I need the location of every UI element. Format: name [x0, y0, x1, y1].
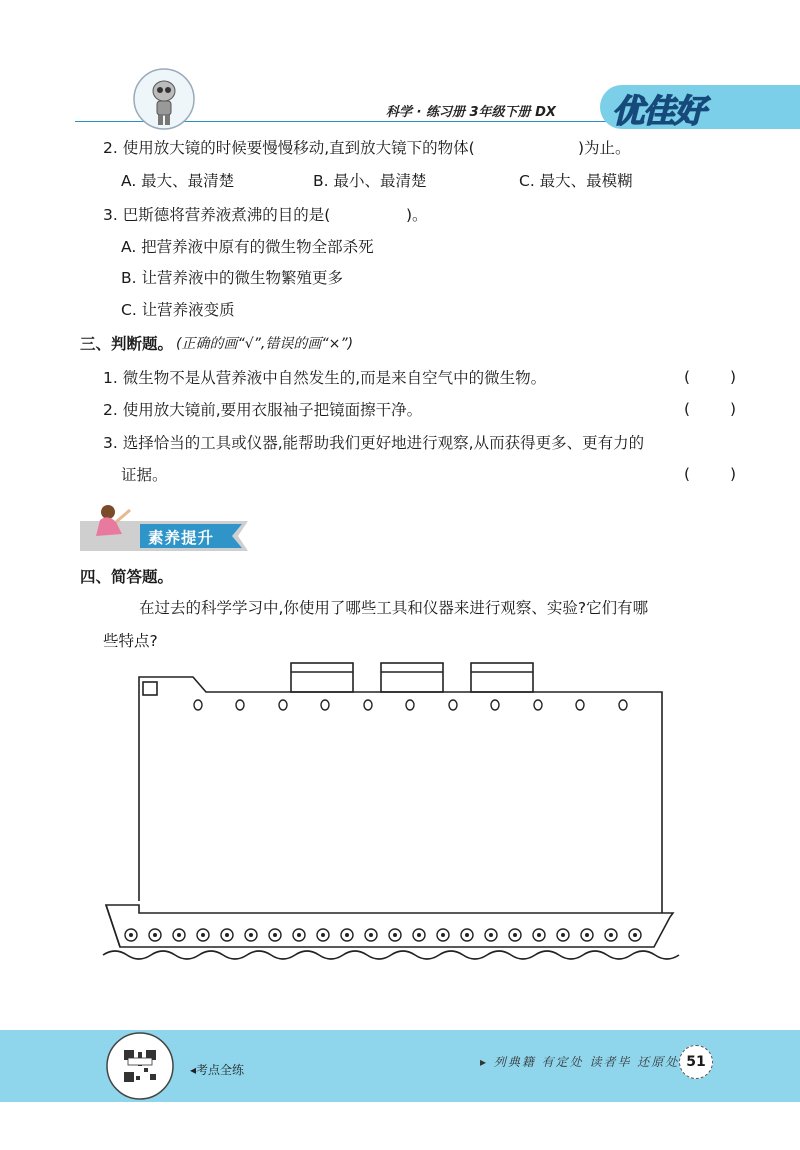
q2-option-c[interactable]: C. 最大、最模糊: [519, 172, 633, 190]
book-title: 科学 · 练习册 3年级下册 DX: [386, 105, 556, 120]
footer-slogan: ▸ 列典籍 有定处 读者毕 还原处: [480, 1055, 680, 1069]
q3-option-c[interactable]: C. 让营养液变质: [121, 301, 235, 319]
judge-paren-close-1[interactable]: ): [730, 368, 737, 386]
section4-question-line2: 些特点?: [103, 632, 158, 650]
judge-paren-open-3[interactable]: (: [684, 465, 691, 483]
mascot-icon: [132, 67, 196, 131]
answer-ship-drawing[interactable]: [98, 655, 688, 960]
page-number: 51: [679, 1045, 713, 1079]
judge-paren-close-2[interactable]: ): [730, 400, 737, 418]
brand-logo: 优佳好: [612, 92, 706, 130]
q3-option-b[interactable]: B. 让营养液中的微生物繁殖更多: [121, 269, 343, 287]
q2-option-b[interactable]: B. 最小、最清楚: [313, 172, 427, 190]
q3-stem-end: )。: [406, 206, 428, 224]
section4-question-line1: 在过去的科学学习中,你使用了哪些工具和仪器来进行观察、实验?它们有哪: [139, 599, 649, 617]
banner-label: 素养提升: [148, 529, 215, 547]
section3-instruction: (正确的画“√”,错误的画“×”): [176, 336, 354, 352]
judge-item-3-cont: 证据。: [121, 466, 168, 484]
q2-stem: 2. 使用放大镜的时候要慢慢移动,直到放大镜下的物体(: [103, 139, 475, 157]
judge-item-2: 2. 使用放大镜前,要用衣服袖子把镜面擦干净。: [103, 401, 423, 419]
q2-stem-end: )为止。: [578, 139, 631, 157]
judge-paren-close-3[interactable]: ): [730, 465, 737, 483]
footer-left-label: ◂考点全练: [190, 1063, 245, 1077]
section3-title: 三、判断题。: [80, 335, 174, 353]
judge-paren-open-2[interactable]: (: [684, 400, 691, 418]
q2-option-a[interactable]: A. 最大、最清楚: [121, 172, 235, 190]
judge-item-1: 1. 微生物不是从营养液中自然发生的,而是来自空气中的微生物。: [103, 369, 547, 387]
q3-stem: 3. 巴斯德将营养液煮沸的目的是(: [103, 206, 331, 224]
qr-code-icon[interactable]: [106, 1032, 174, 1100]
judge-paren-open-1[interactable]: (: [684, 368, 691, 386]
section4-title: 四、简答题。: [80, 568, 174, 586]
judge-item-3: 3. 选择恰当的工具或仪器,能帮助我们更好地进行观察,从而获得更多、更有力的: [103, 434, 645, 452]
q3-option-a[interactable]: A. 把营养液中原有的微生物全部杀死: [121, 238, 374, 256]
